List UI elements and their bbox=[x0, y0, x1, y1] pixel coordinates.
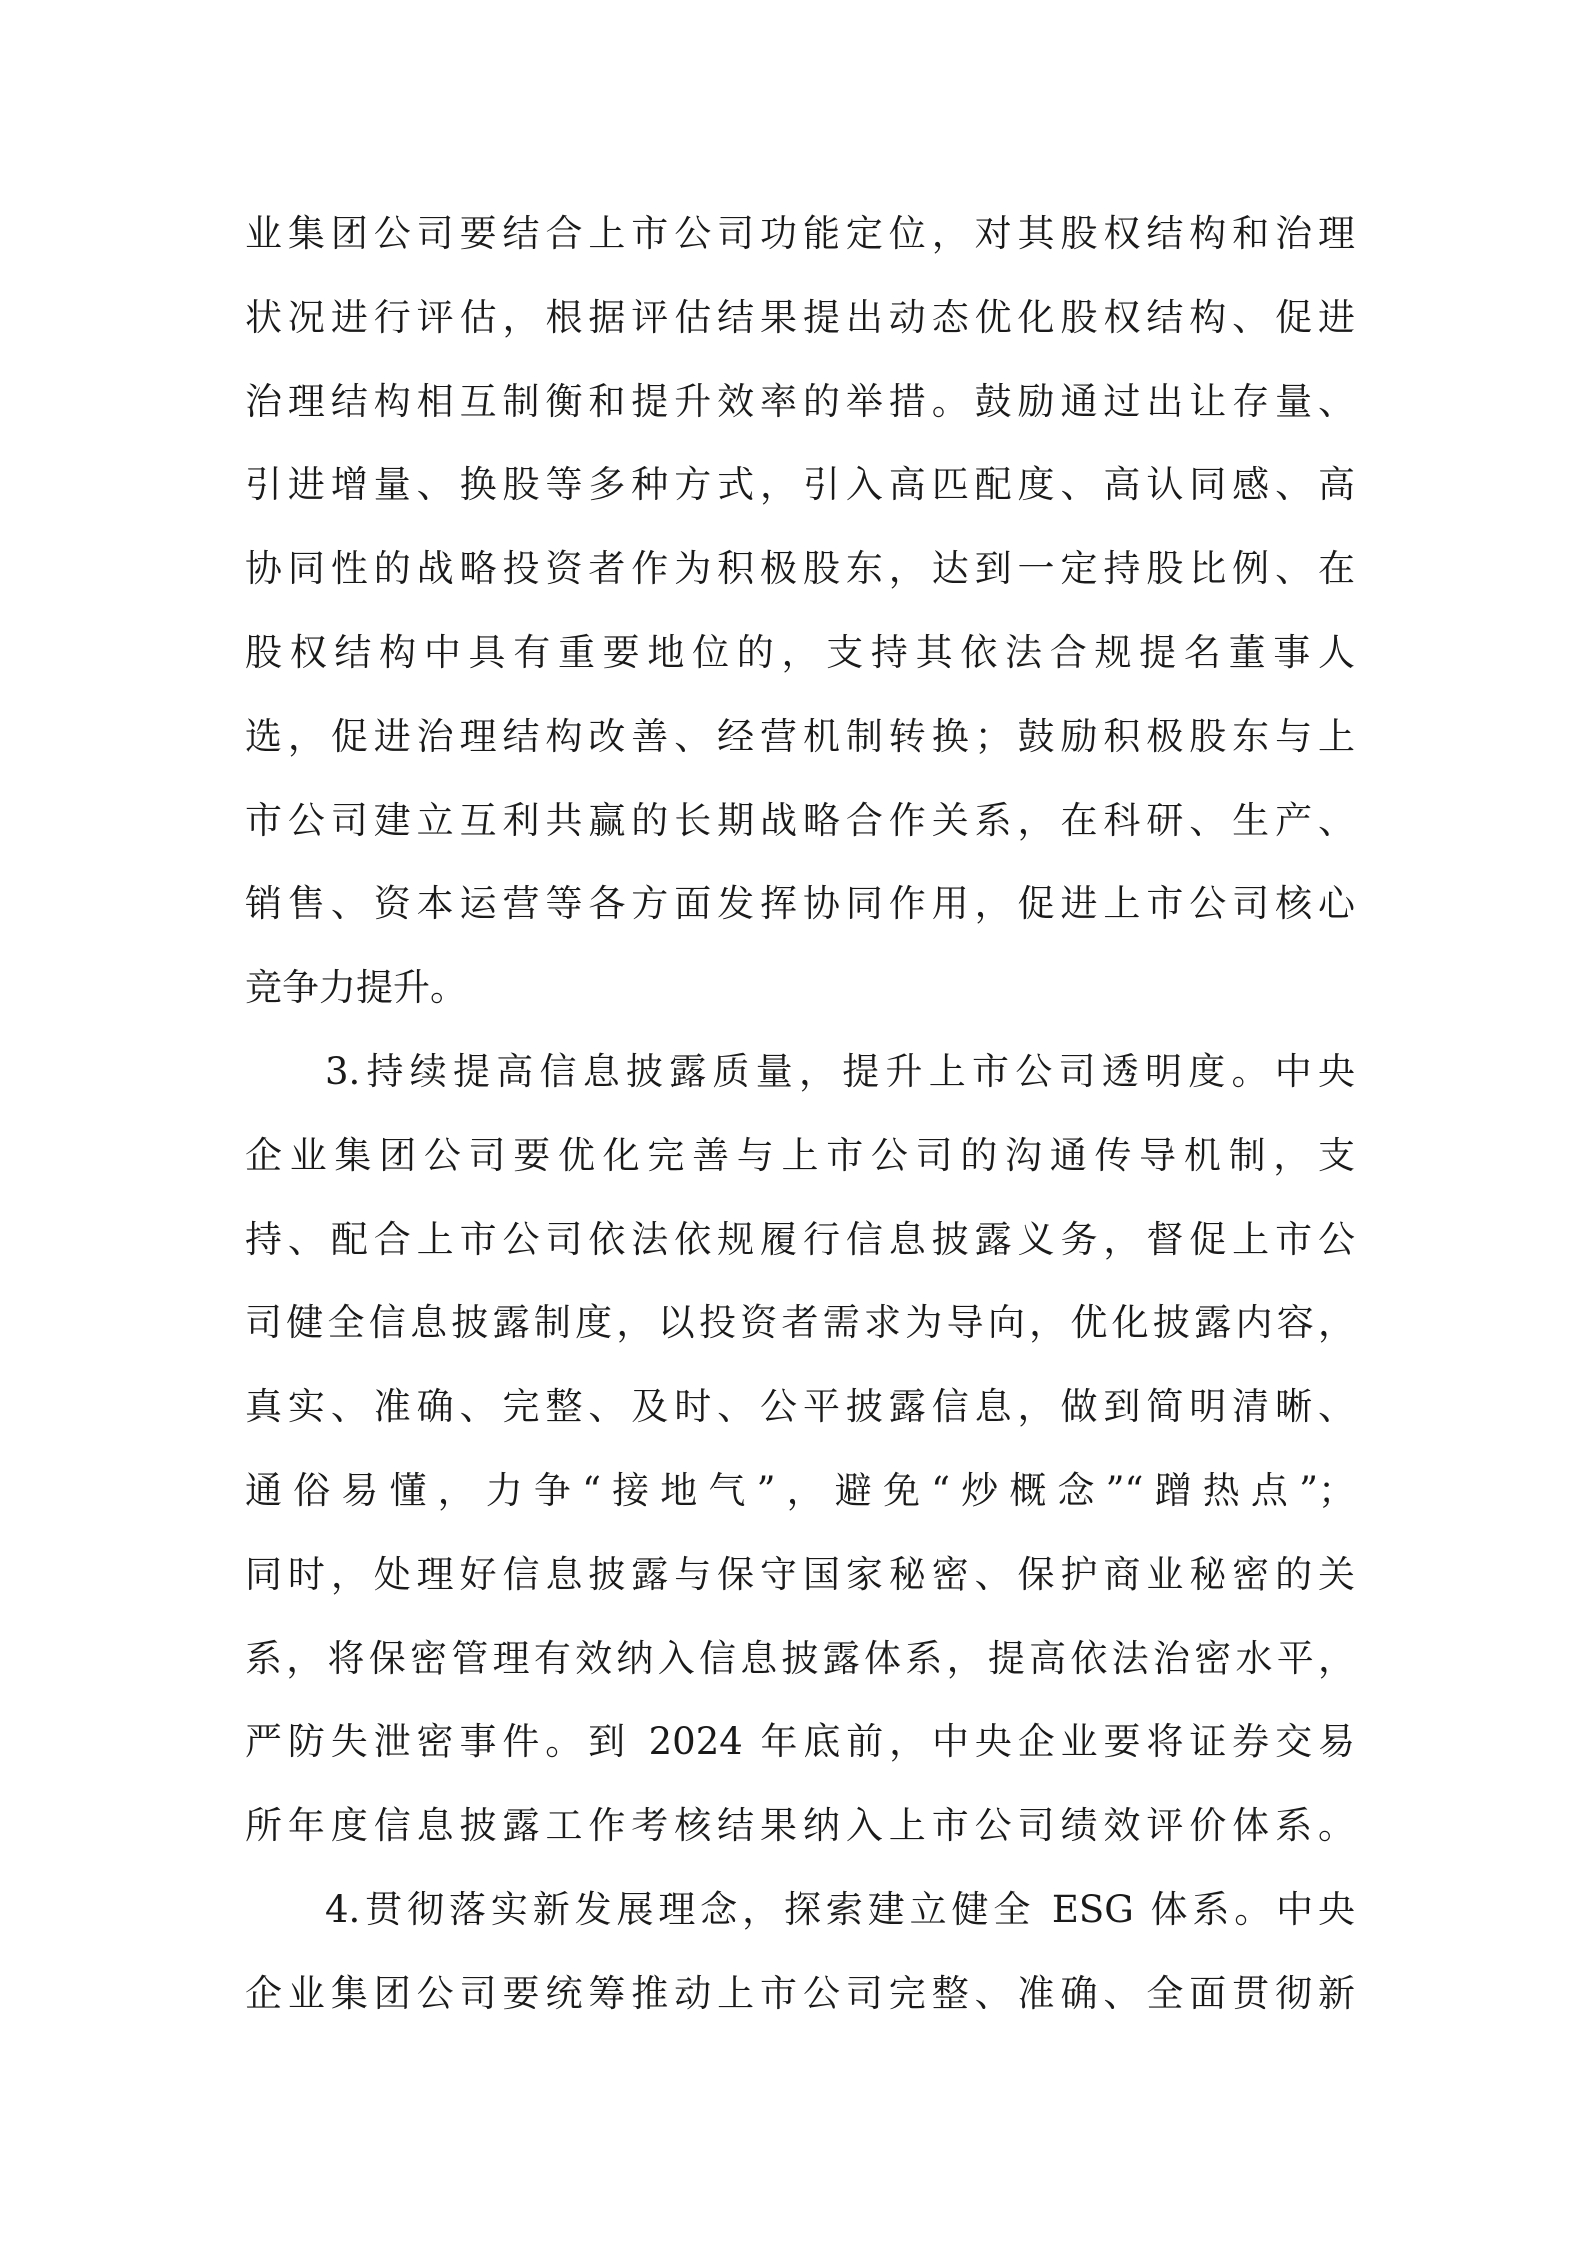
text-line: 企业集团公司要统筹推动上市公司完整、准确、全面贯彻新 bbox=[245, 1971, 1355, 2015]
section-heading-line: 4.贯彻落实新发展理念，探索建立健全 ESG 体系。中央 bbox=[325, 1887, 1355, 1931]
text-line: 同时，处理好信息披露与保守国家秘密、保护商业秘密的关 bbox=[245, 1552, 1355, 1596]
text-line: 治理结构相互制衡和提升效率的举措。鼓励通过出让存量、 bbox=[245, 379, 1355, 423]
text-line: 股权结构中具有重要地位的，支持其依法合规提名董事人 bbox=[245, 630, 1355, 674]
text-line: 通俗易懂，力争“接地气”，避免“炒概念”“蹭热点”； bbox=[245, 1468, 1355, 1512]
text-line: 系，将保密管理有效纳入信息披露体系，提高依法治密水平， bbox=[245, 1636, 1355, 1680]
text-line: 业集团公司要结合上市公司功能定位，对其股权结构和治理 bbox=[245, 212, 1355, 255]
text-line: 持、配合上市公司依法依规履行信息披露义务，督促上市公 bbox=[245, 1217, 1355, 1261]
text-line: 司健全信息披露制度，以投资者需求为导向，优化披露内容， bbox=[245, 1301, 1355, 1345]
text-line: 选，促进治理结构改善、经营机制转换；鼓励积极股东与上 bbox=[245, 714, 1355, 758]
text-line: 协同性的战略投资者作为积极股东，达到一定持股比例、在 bbox=[245, 547, 1355, 591]
text-line: 销售、资本运营等各方面发挥协同作用，促进上市公司核心 bbox=[245, 882, 1355, 926]
text-line: 市公司建立互利共赢的长期战略合作关系，在科研、生产、 bbox=[245, 798, 1355, 842]
text-line: 引进增量、换股等多种方式，引入高匹配度、高认同感、高 bbox=[245, 463, 1355, 507]
section-heading-line: 3.持续提高信息披露质量，提升上市公司透明度。中央 bbox=[325, 1049, 1355, 1093]
text-line: 企业集团公司要优化完善与上市公司的沟通传导机制，支 bbox=[245, 1133, 1355, 1177]
text-line: 竞争力提升。 bbox=[245, 966, 467, 1010]
body-text bbox=[245, 192, 1355, 2036]
text-line: 真实、准确、完整、及时、公平披露信息，做到简明清晰、 bbox=[245, 1385, 1355, 1429]
text-line: 严防失泄密事件。到 2024 年底前，中央企业要将证券交易 bbox=[245, 1720, 1355, 1764]
text-line: 状况进行评估，根据评估结果提出动态优化股权结构、促进 bbox=[245, 295, 1355, 339]
text-line: 所年度信息披露工作考核结果纳入上市公司绩效评价体系。 bbox=[245, 1804, 1355, 1848]
